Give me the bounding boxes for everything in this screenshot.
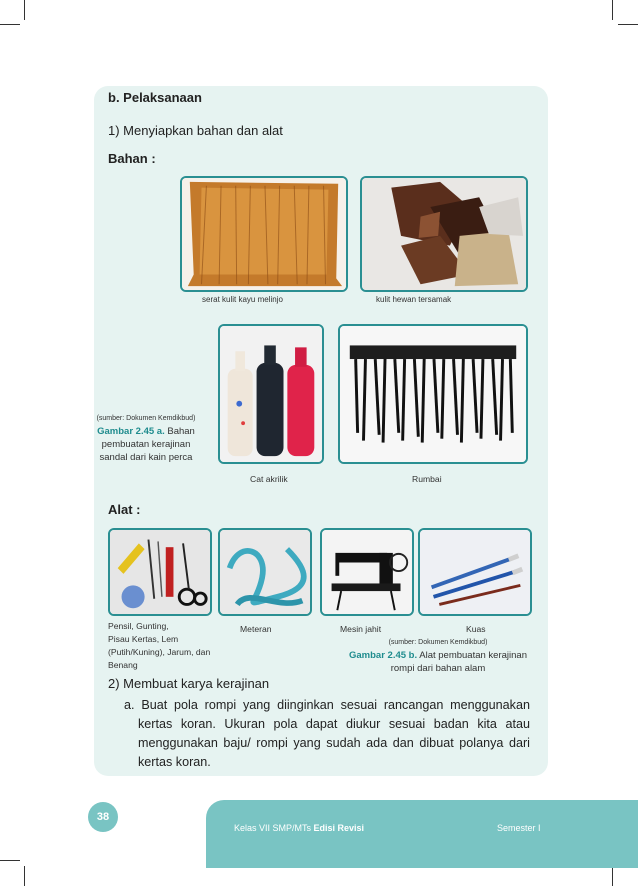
figure-a-source: (sumber: Dokumen Kemdikbud) bbox=[96, 415, 196, 422]
figure-a-caption bbox=[92, 412, 200, 464]
footer-semester: Semester I bbox=[497, 823, 541, 833]
figure-b-text: Alat pembuatan kerajinan bbox=[419, 650, 527, 661]
figure-a-text: sandal dari kain perca bbox=[99, 452, 193, 463]
bahan-caption-1: serat kulit kayu melinjo bbox=[202, 295, 283, 304]
figure-a-text: pembuatan kerajinan bbox=[101, 439, 191, 450]
figure-b-source: (sumber: Dokumen Kemdikbud) bbox=[388, 639, 488, 646]
alat-label: Alat : bbox=[108, 502, 141, 517]
alat-caption-1 bbox=[108, 620, 228, 672]
section-heading: b. Pelaksanaan bbox=[108, 90, 202, 105]
leather-scraps-photo bbox=[360, 176, 528, 292]
crop-mark bbox=[618, 24, 638, 25]
figure-a-label: Gambar 2.45 a. bbox=[97, 426, 165, 437]
figure-b-caption bbox=[340, 636, 536, 675]
sewing-machine-photo bbox=[320, 528, 414, 616]
alat-caption-4: Kuas bbox=[466, 624, 486, 634]
page-number: 38 bbox=[88, 802, 118, 832]
footer-book-edition: Edisi Revisi bbox=[313, 823, 365, 833]
paragraph-a: a. Buat pola rompi yang diinginkan sesuai rancangan menggunakan kertas koran. Ukuran pola dapat diukur sesuai badan kita atau menggunakan baju/ rompi yang sudah ada dan dibuat polanya dari kertas koran. bbox=[124, 698, 530, 769]
footer-book-title bbox=[234, 823, 364, 833]
bahan-caption-3: Cat akrilik bbox=[250, 474, 288, 484]
acrylic-paint-photo bbox=[218, 324, 324, 464]
bahan-caption-2: kulit hewan tersamak bbox=[376, 295, 452, 304]
tassel-fringe-photo bbox=[338, 324, 528, 464]
crop-mark bbox=[612, 0, 613, 20]
crop-mark bbox=[24, 866, 25, 886]
figure-b-label: Gambar 2.45 b. bbox=[349, 650, 418, 661]
footer-book-prefix: Kelas VII SMP/MTs bbox=[234, 823, 314, 833]
alat-caption-line: Benang bbox=[108, 660, 138, 670]
crop-mark bbox=[0, 860, 20, 861]
brushes-photo bbox=[418, 528, 532, 616]
alat-caption-line: Pisau Kertas, Lem bbox=[108, 634, 179, 644]
alat-caption-2: Meteran bbox=[240, 624, 272, 634]
figure-b-text: rompi dari bahan alam bbox=[390, 663, 486, 674]
alat-caption-line: Pensil, Gunting, bbox=[108, 621, 169, 631]
crop-mark bbox=[24, 0, 25, 20]
bahan-label: Bahan : bbox=[108, 151, 156, 166]
bark-fiber-photo bbox=[180, 176, 348, 292]
crop-mark bbox=[612, 866, 613, 886]
step-1-text: 1) Menyiapkan bahan dan alat bbox=[108, 123, 283, 138]
measuring-tape-photo bbox=[218, 528, 312, 616]
alat-caption-line: (Putih/Kuning), Jarum, dan bbox=[108, 647, 211, 657]
crop-mark bbox=[0, 24, 20, 25]
alat-caption-3: Mesin jahit bbox=[340, 624, 382, 634]
bahan-caption-4: Rumbai bbox=[412, 474, 442, 484]
footer-bar bbox=[206, 800, 638, 868]
step-2-text: 2) Membuat karya kerajinan bbox=[108, 676, 270, 691]
tools-photo bbox=[108, 528, 212, 616]
figure-a-text: Bahan bbox=[167, 426, 195, 437]
